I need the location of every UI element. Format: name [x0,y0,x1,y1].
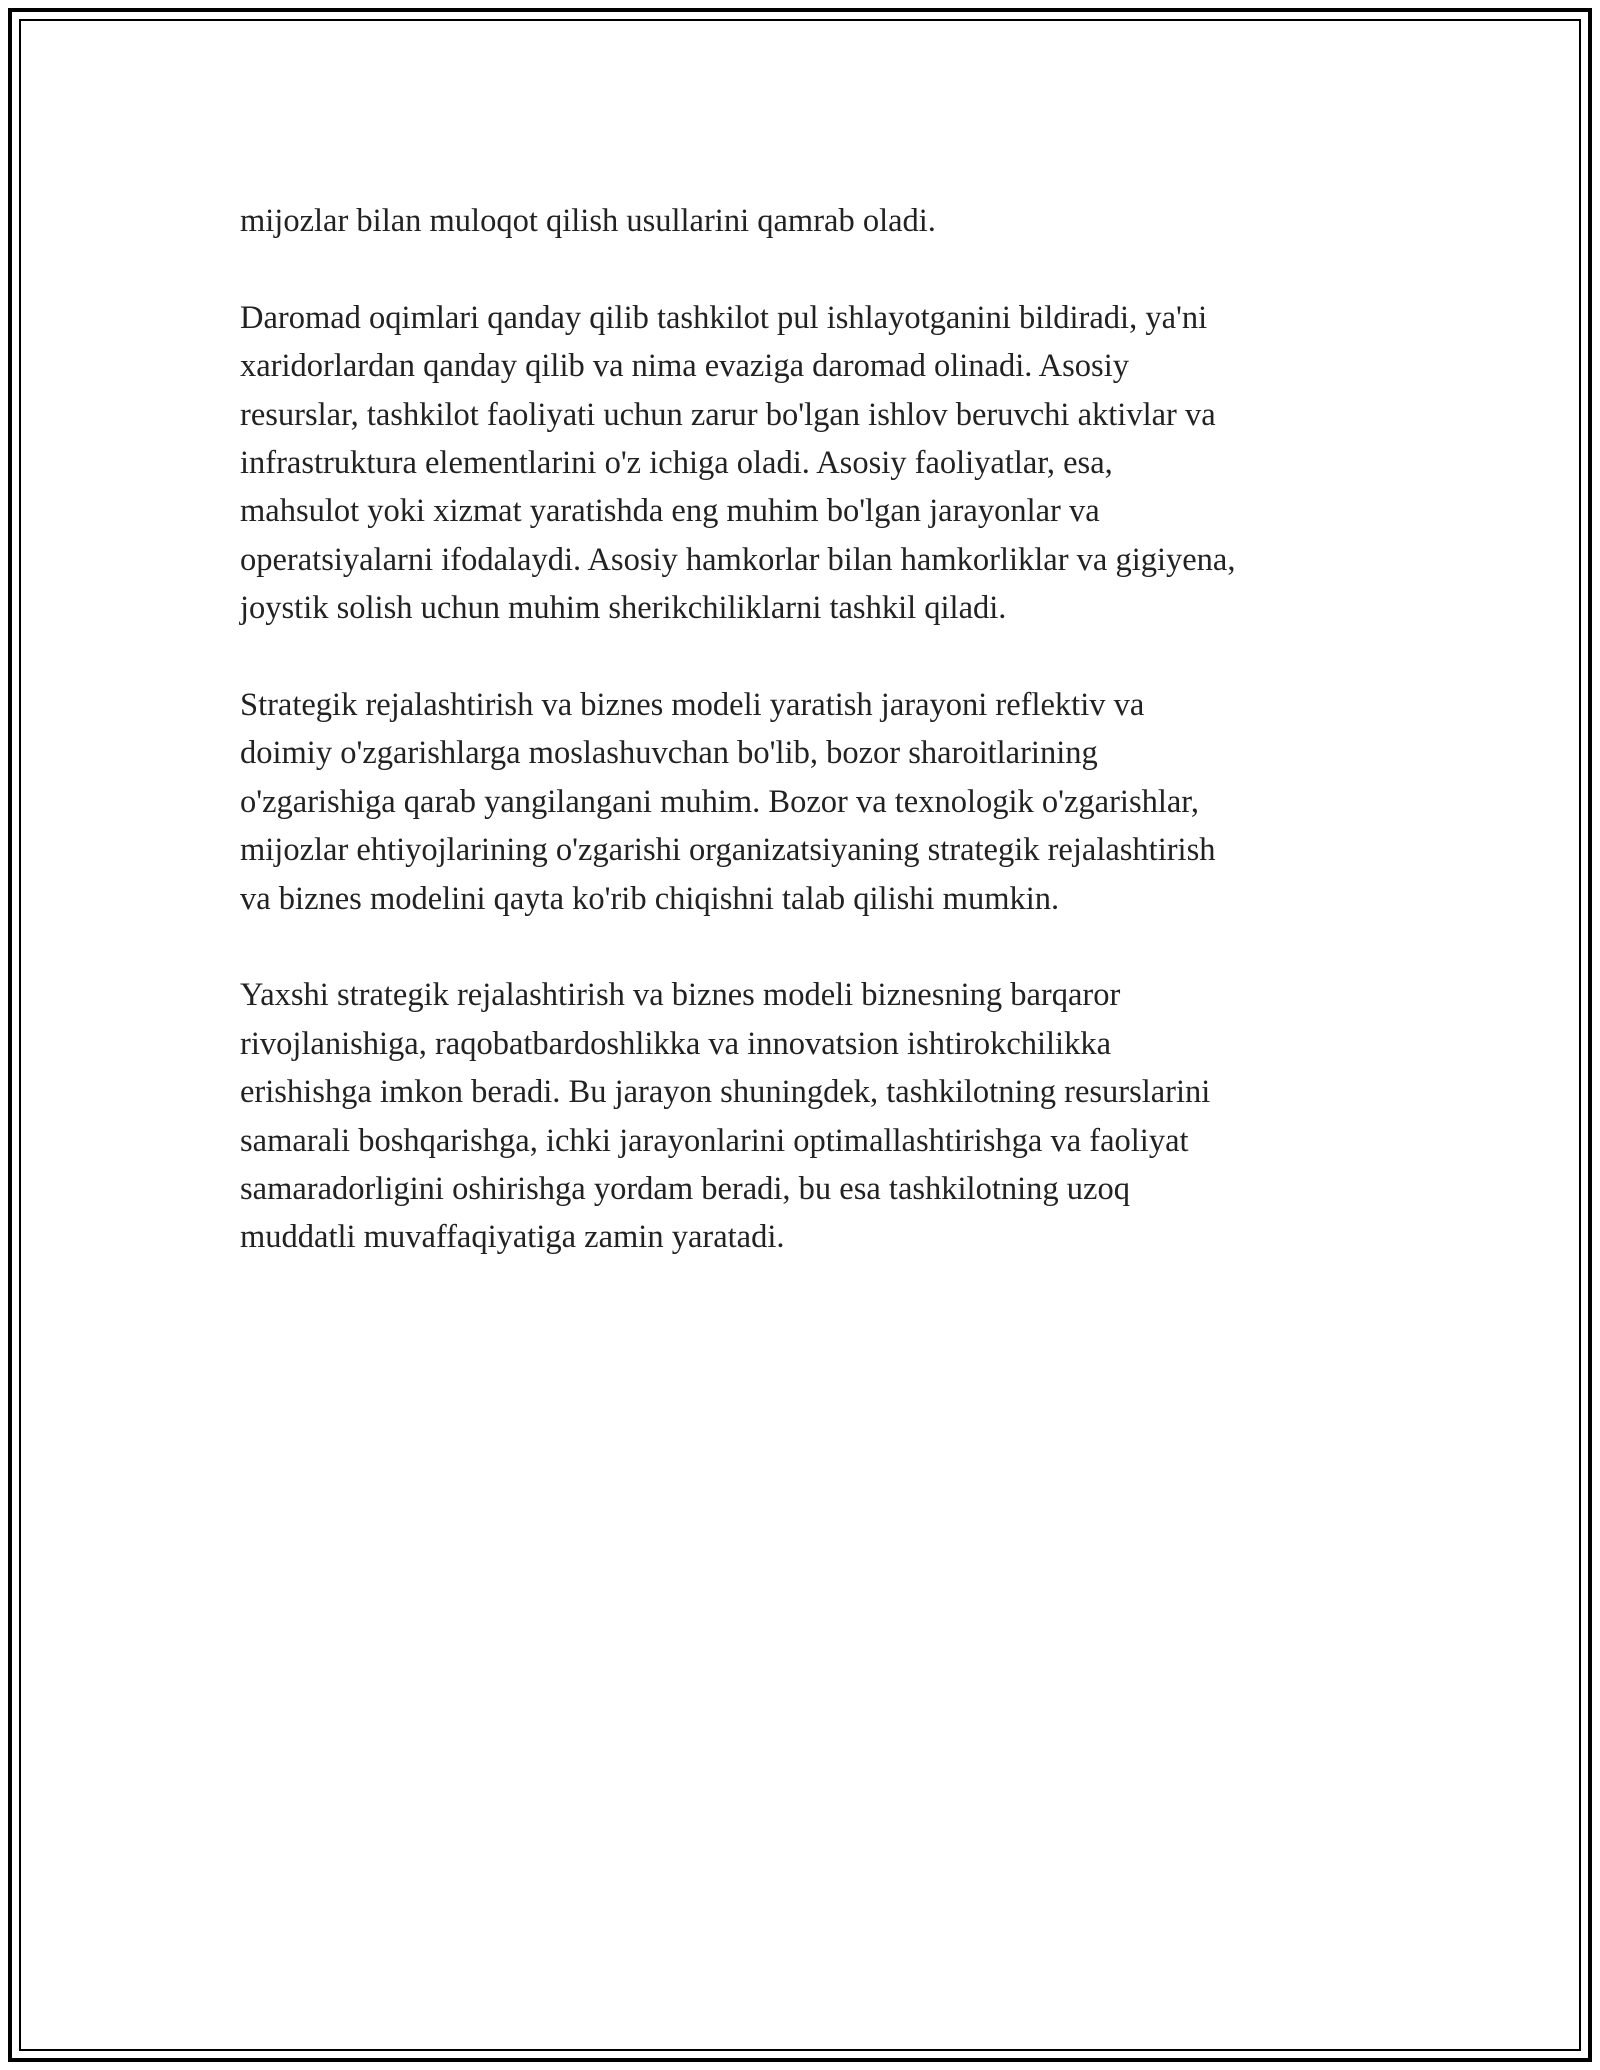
text-line: operatsiyalarni ifodalaydi. Asosiy hamkorlar bilan hamkorliklar va gigiyena, [240,541,1236,578]
text-line: mahsulot yoki xizmat yaratishda eng muhim bo'lgan jarayonlar va [240,493,1100,530]
text-line: mijozlar bilan muloqot qilish usullarini qamrab oladi. [240,203,936,239]
text-line: erishishga imkon beradi. Bu jarayon shuningdek, tashkilotning resurslarini [240,1074,1211,1111]
text-line: samaradorligini oshirishga yordam beradi, bu esa tashkilotning uzoq [240,1171,1130,1208]
paragraph-1 [240,197,1390,245]
text-line: muddatli muvaffaqiyatiga zamin yaratadi. [240,1219,785,1256]
paragraph-3 [240,681,1390,923]
text-line: samarali boshqarishga, ichki jarayonlarini optimallashtirishga va faoliyat [240,1122,1189,1159]
document-page [8,8,1592,2062]
text-line: Daromad oqimlari qanday qilib tashkilot pul ishlayotganini bildiradi, ya'ni [240,299,1208,336]
text-line: mijozlar ehtiyojlarining o'zgarishi organizatsiyaning strategik rejalashtirish [240,832,1216,869]
text-line: Strategik rejalashtirish va biznes modeli yaratish jarayoni reflektiv va [240,687,1145,724]
text-line: resurslar, tashkilot faoliyati uchun zarur bo'lgan ishlov beruvchi aktivlar va [240,396,1216,433]
text-line: infrastruktura elementlarini o'z ichiga oladi. Asosiy faoliyatlar, esa, [240,445,1113,482]
paragraph-2 [240,294,1390,633]
text-line: va biznes modelini qayta ko'rib chiqishni talab qilishi mumkin. [240,880,1060,917]
text-line: xaridorlardan qanday qilib va nima evaziga daromad olinadi. Asosiy [240,348,1129,385]
paragraph-4 [240,971,1390,1261]
text-line: joystik solish uchun muhim sherikchiliklarni tashkil qiladi. [240,590,1007,627]
text-line: o'zgarishiga qarab yangilangani muhim. Bozor va texnologik o'zgarishlar, [240,783,1199,820]
document-body [240,197,1390,1310]
text-line: rivojlanishiga, raqobatbardoshlikka va innovatsion ishtirokchilikka [240,1025,1112,1062]
text-line: Yaxshi strategik rejalashtirish va biznes modeli biznesning barqaror [240,977,1121,1014]
text-line: doimiy o'zgarishlarga moslashuvchan bo'lib, bozor sharoitlarining [240,735,1098,772]
